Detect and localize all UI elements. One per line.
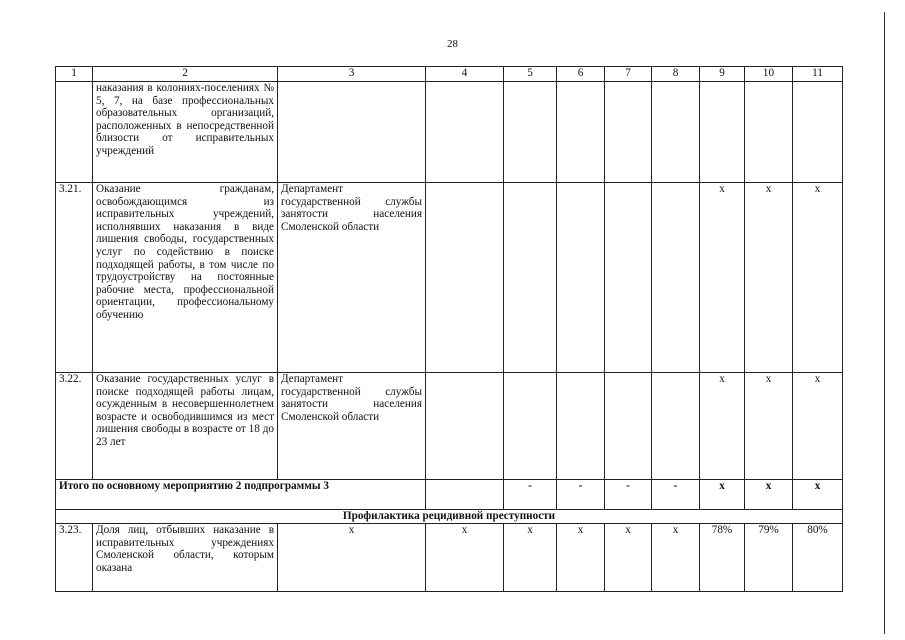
value-cell [700, 82, 745, 183]
value-cell: 79% [745, 524, 793, 592]
table-row-3-23 [56, 524, 843, 592]
row-description: Оказание гражданам, освобождающимся из исправительных учреждений, исполнявших наказания в виде лишения свободы, государственных услуг по содействию в поиске подходящей работы, в том числе по трудоустройству на постоянные рабочие места, профессиональной ориентации, профессиональному обучению [93, 183, 278, 373]
value-cell: х [700, 373, 745, 480]
header-cell: 9 [700, 67, 745, 82]
header-cell: 3 [278, 67, 426, 82]
scan-edge-line [884, 12, 885, 634]
value-cell: х [557, 524, 605, 592]
value-cell: х [700, 480, 745, 510]
value-cell [426, 480, 504, 510]
value-cell [557, 183, 605, 373]
value-cell [557, 82, 605, 183]
value-cell [652, 183, 700, 373]
header-cell: 8 [652, 67, 700, 82]
value-cell: х [793, 373, 843, 480]
value-cell [793, 82, 843, 183]
value-cell [426, 183, 504, 373]
program-table [55, 66, 843, 592]
table-header-row [56, 67, 843, 82]
value-cell [426, 373, 504, 480]
executor-cell [278, 82, 426, 183]
table-row-total [56, 480, 843, 510]
row-description: Доля лиц, отбывших наказание в исправительных учреждениях Смоленской области, которым оказана [93, 524, 278, 592]
value-cell: х [700, 183, 745, 373]
value-cell: х [793, 480, 843, 510]
header-cell: 2 [93, 67, 278, 82]
value-cell [557, 373, 605, 480]
value-cell: х [745, 480, 793, 510]
header-cell: 6 [557, 67, 605, 82]
row-number: 3.23. [56, 524, 93, 592]
row-number-cell [56, 82, 93, 183]
total-label: Итого по основному мероприятию 2 подпрограммы 3 [56, 480, 426, 510]
value-cell [504, 373, 557, 480]
value-cell [652, 373, 700, 480]
header-cell: 4 [426, 67, 504, 82]
header-cell: 7 [605, 67, 652, 82]
header-cell: 10 [745, 67, 793, 82]
row-description: наказания в колониях-поселениях № 5, 7, на базе профессиональных образовательных организаций, расположенных в непосредственной близости от исправительных учреждений [93, 82, 278, 183]
value-cell: х [605, 524, 652, 592]
header-cell: 1 [56, 67, 93, 82]
value-cell [426, 82, 504, 183]
value-cell: х [745, 183, 793, 373]
value-cell [745, 82, 793, 183]
value-cell: х [652, 524, 700, 592]
page-number: 28 [447, 38, 458, 50]
value-cell: х [426, 524, 504, 592]
value-cell: - [504, 480, 557, 510]
row-number: 3.22. [56, 373, 93, 480]
value-cell [504, 82, 557, 183]
value-cell: - [652, 480, 700, 510]
row-description: Оказание государственных услуг в поиске подходящей работы лицам, осужденным в несовершеннолетнем возрасте и освободившимся из мест лишения свободы в возрасте от 18 до 23 лет [93, 373, 278, 480]
value-cell [652, 82, 700, 183]
value-cell: 80% [793, 524, 843, 592]
value-cell [504, 183, 557, 373]
header-cell: 11 [793, 67, 843, 82]
value-cell [605, 373, 652, 480]
value-cell: х [504, 524, 557, 592]
value-cell: х [793, 183, 843, 373]
executor-cell: Департамент государственной службы занятости населения Смоленской области [278, 183, 426, 373]
value-cell: 78% [700, 524, 745, 592]
section-heading-row [56, 510, 843, 524]
value-cell [605, 183, 652, 373]
value-cell: - [557, 480, 605, 510]
value-cell: - [605, 480, 652, 510]
header-cell: 5 [504, 67, 557, 82]
table-row-3-21 [56, 183, 843, 373]
value-cell: х [745, 373, 793, 480]
table-row-continuation [56, 82, 843, 183]
executor-cell: Департамент государственной службы занятости населения Смоленской области [278, 373, 426, 480]
table-row-3-22 [56, 373, 843, 480]
section-title: Профилактика рецидивной преступности [56, 510, 843, 524]
value-cell [605, 82, 652, 183]
value-cell: х [278, 524, 426, 592]
row-number: 3.21. [56, 183, 93, 373]
